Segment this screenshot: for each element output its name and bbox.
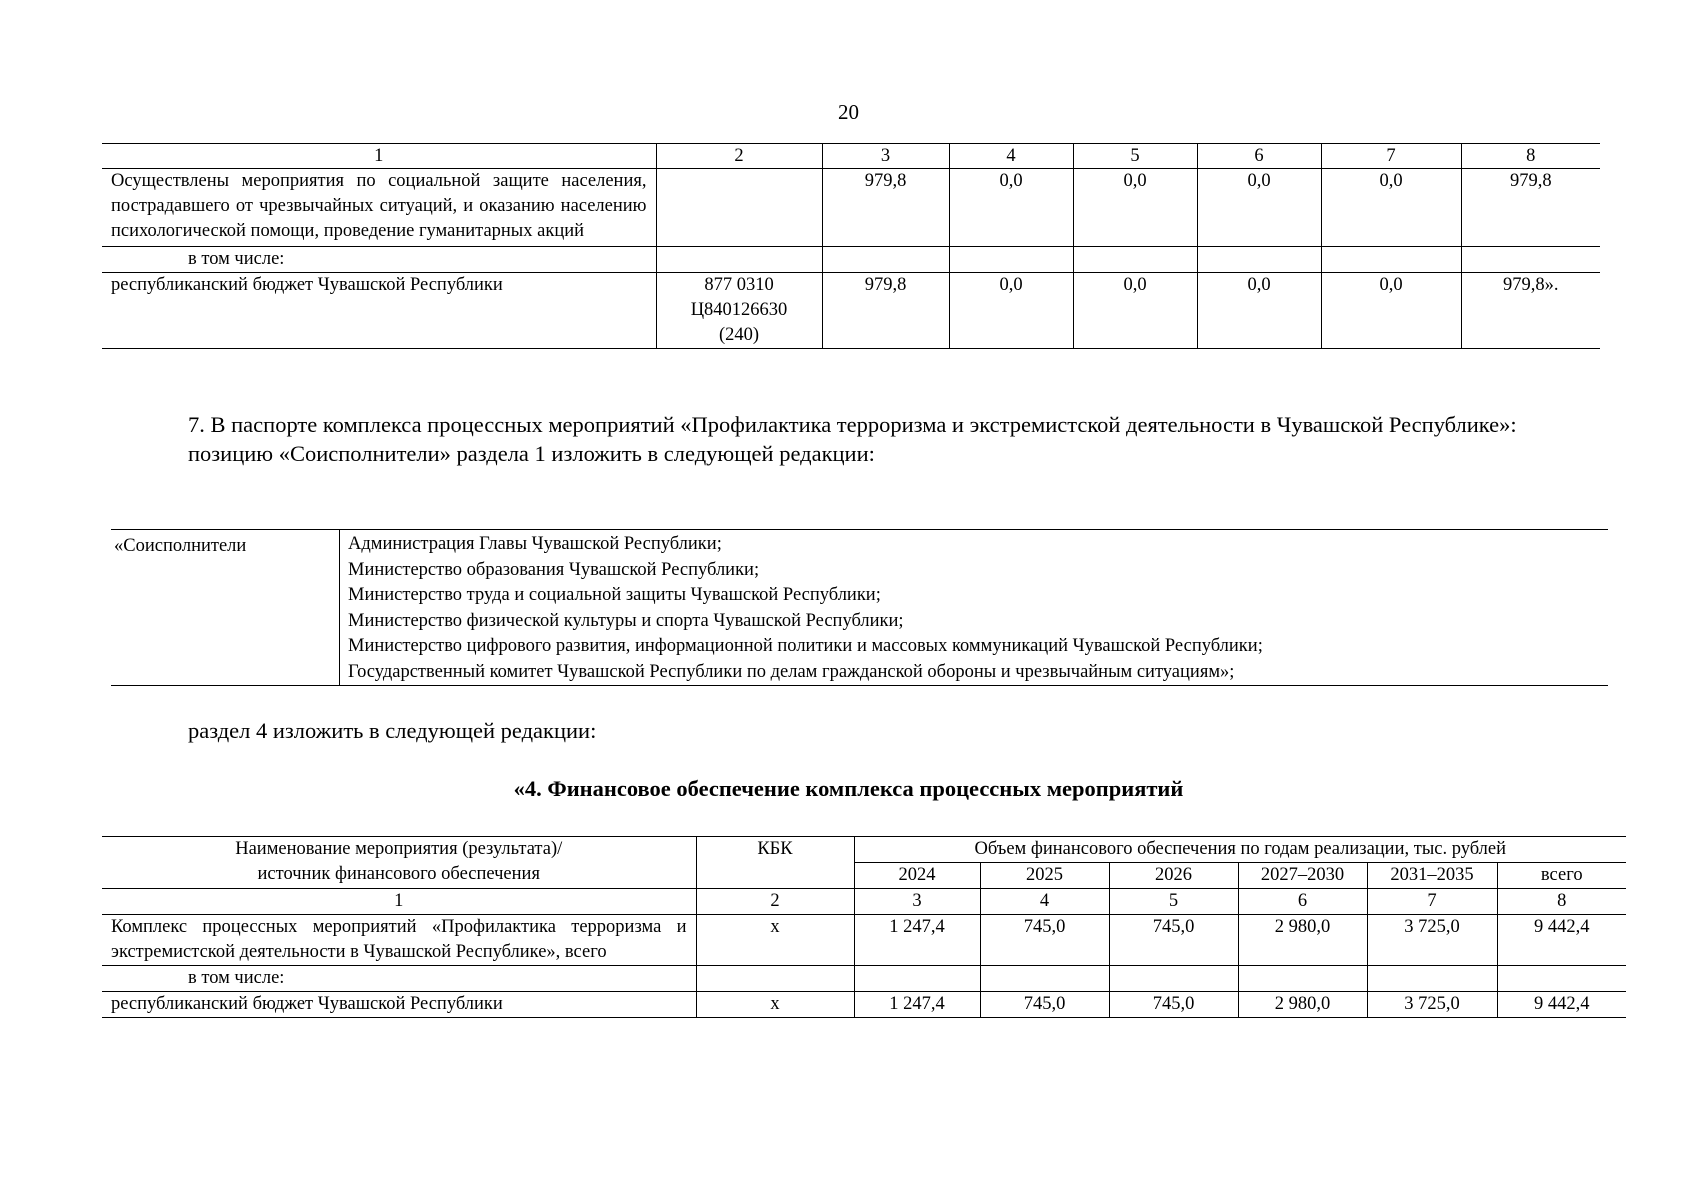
header-year: 2025 [980, 863, 1109, 889]
row-name: республиканский бюджет Чувашской Республики [102, 992, 696, 1018]
row-name: Комплекс процессных мероприятий «Профилактика терроризма и экстремистской деятельности в Чувашской Республике», всего [102, 915, 696, 966]
col-number: 3 [854, 889, 980, 915]
value-cell: 0,0 [1197, 169, 1321, 247]
col-number: 4 [980, 889, 1109, 915]
col-number: 5 [1109, 889, 1238, 915]
list-item: Министерство цифрового развития, информационной политики и массовых коммуникаций Чувашской Республики; [348, 636, 1263, 656]
co-executors-table [111, 529, 1608, 686]
value-cell: 979,8 [822, 273, 949, 349]
list-item: Министерство физической культуры и спорта Чувашской Республики; [348, 610, 904, 631]
continuation-table [102, 143, 1600, 349]
value-cell: 0,0 [949, 169, 1073, 247]
financing-table [102, 836, 1626, 1018]
paragraph-7-line2 [102, 439, 1592, 468]
header-total: всего [1497, 863, 1626, 889]
row-kbk: x [696, 915, 854, 966]
col-number: 1 [102, 144, 656, 169]
col-number: 5 [1073, 144, 1197, 169]
paragraph-section4-text: раздел 4 изложить в следующей редакции: [188, 718, 597, 743]
paragraph-7-instruction: позицию «Соисполнители» раздела 1 изложить в следующей редакции: [188, 441, 875, 466]
table-row [102, 966, 1626, 992]
col-number: 4 [949, 144, 1073, 169]
table-row [102, 915, 1626, 966]
header-year: 2027–2030 [1238, 863, 1367, 889]
value-cell: 1 247,4 [854, 992, 980, 1018]
table-row [102, 247, 1600, 273]
col-number: 8 [1461, 144, 1600, 169]
including-label: в том числе: [102, 247, 656, 273]
col-number: 7 [1321, 144, 1461, 169]
col-number: 2 [696, 889, 854, 915]
kbk-line: 877 0310 [704, 275, 774, 295]
header-volume: Объем финансового обеспечения по годам реализации, тыс. рублей [854, 837, 1626, 863]
list-item: Министерство образования Чувашской Республики; [348, 559, 760, 580]
table-header-row [102, 144, 1600, 169]
header-year: 2026 [1109, 863, 1238, 889]
value-cell: 0,0 [1073, 169, 1197, 247]
row-name: Осуществлены мероприятия по социальной защите населения, пострадавшего от чрезвычайных ситуаций, и оказанию населению психологической помощи, проведение гуманитарных акций [102, 169, 656, 247]
empty-cell [1321, 247, 1461, 273]
header-year: 2031–2035 [1367, 863, 1497, 889]
col-number: 8 [1497, 889, 1626, 915]
empty-cell [1238, 966, 1367, 992]
paragraph-section4 [102, 716, 1592, 745]
header-name-line: Наименование мероприятия (результата)/ [235, 839, 563, 859]
row-name: республиканский бюджет Чувашской Республики [102, 273, 656, 349]
page-number: 20 [838, 100, 859, 124]
empty-cell [1197, 247, 1321, 273]
co-executors-list [340, 530, 1609, 686]
row-kbk [656, 169, 822, 247]
kbk-line: Ц840126630 [690, 300, 788, 320]
empty-cell [696, 966, 854, 992]
table-header-row [102, 837, 1626, 863]
paragraph-7-sentence: 7. В паспорте комплекса процессных мероприятий «Профилактика терроризма и экстремистской деятельности в Чувашской Республике»: [188, 412, 1517, 437]
list-item: Государственный комитет Чувашской Республики по делам гражданской обороны и чрезвычайным ситуациям»; [348, 661, 1235, 682]
kbk-line: (240) [718, 325, 760, 345]
value-cell: 9 442,4 [1497, 992, 1626, 1018]
row-kbk [656, 273, 822, 349]
value-cell: 0,0 [1321, 273, 1461, 349]
empty-cell [656, 247, 822, 273]
section-heading: «4. Финансовое обеспечение комплекса процессных мероприятий [513, 776, 1184, 801]
empty-cell [1109, 966, 1238, 992]
empty-cell [1461, 247, 1600, 273]
value-cell: 745,0 [1109, 915, 1238, 966]
value-cell: 9 442,4 [1497, 915, 1626, 966]
empty-cell [854, 966, 980, 992]
table-row [111, 530, 1608, 686]
col-number: 1 [102, 889, 696, 915]
value-cell: 0,0 [1321, 169, 1461, 247]
value-cell: 979,8». [1461, 273, 1600, 349]
value-cell: 745,0 [980, 992, 1109, 1018]
value-cell: 0,0 [949, 273, 1073, 349]
header-name [102, 837, 696, 889]
list-item: Администрация Главы Чувашской Республики; [348, 534, 722, 554]
value-cell: 979,8 [822, 169, 949, 247]
col-number: 2 [656, 144, 822, 169]
value-cell: 745,0 [980, 915, 1109, 966]
value-cell: 2 980,0 [1238, 915, 1367, 966]
col-number: 7 [1367, 889, 1497, 915]
col-number: 6 [1197, 144, 1321, 169]
header-name-line: источник финансового обеспечения [257, 864, 540, 884]
paragraph-7 [102, 410, 1592, 468]
list-item: Министерство труда и социальной защиты Чувашской Республики; [348, 585, 881, 605]
col-number: 3 [822, 144, 949, 169]
table-row [102, 273, 1600, 349]
table-row [102, 992, 1626, 1018]
header-year: 2024 [854, 863, 980, 889]
empty-cell [1497, 966, 1626, 992]
including-label: в том числе: [102, 966, 696, 992]
value-cell: 745,0 [1109, 992, 1238, 1018]
value-cell: 2 980,0 [1238, 992, 1367, 1018]
empty-cell [1367, 966, 1497, 992]
value-cell: 0,0 [1073, 273, 1197, 349]
paragraph-7-text [102, 410, 1592, 439]
value-cell: 0,0 [1197, 273, 1321, 349]
empty-cell [822, 247, 949, 273]
empty-cell [949, 247, 1073, 273]
value-cell: 3 725,0 [1367, 915, 1497, 966]
col-number: 6 [1238, 889, 1367, 915]
row-kbk: x [696, 992, 854, 1018]
value-cell: 1 247,4 [854, 915, 980, 966]
table-row [102, 169, 1600, 247]
value-cell: 3 725,0 [1367, 992, 1497, 1018]
empty-cell [1073, 247, 1197, 273]
column-number-row [102, 889, 1626, 915]
empty-cell [980, 966, 1109, 992]
value-cell: 979,8 [1461, 169, 1600, 247]
header-kbk: КБК [696, 837, 854, 889]
co-executors-label: «Соисполнители [111, 530, 340, 686]
